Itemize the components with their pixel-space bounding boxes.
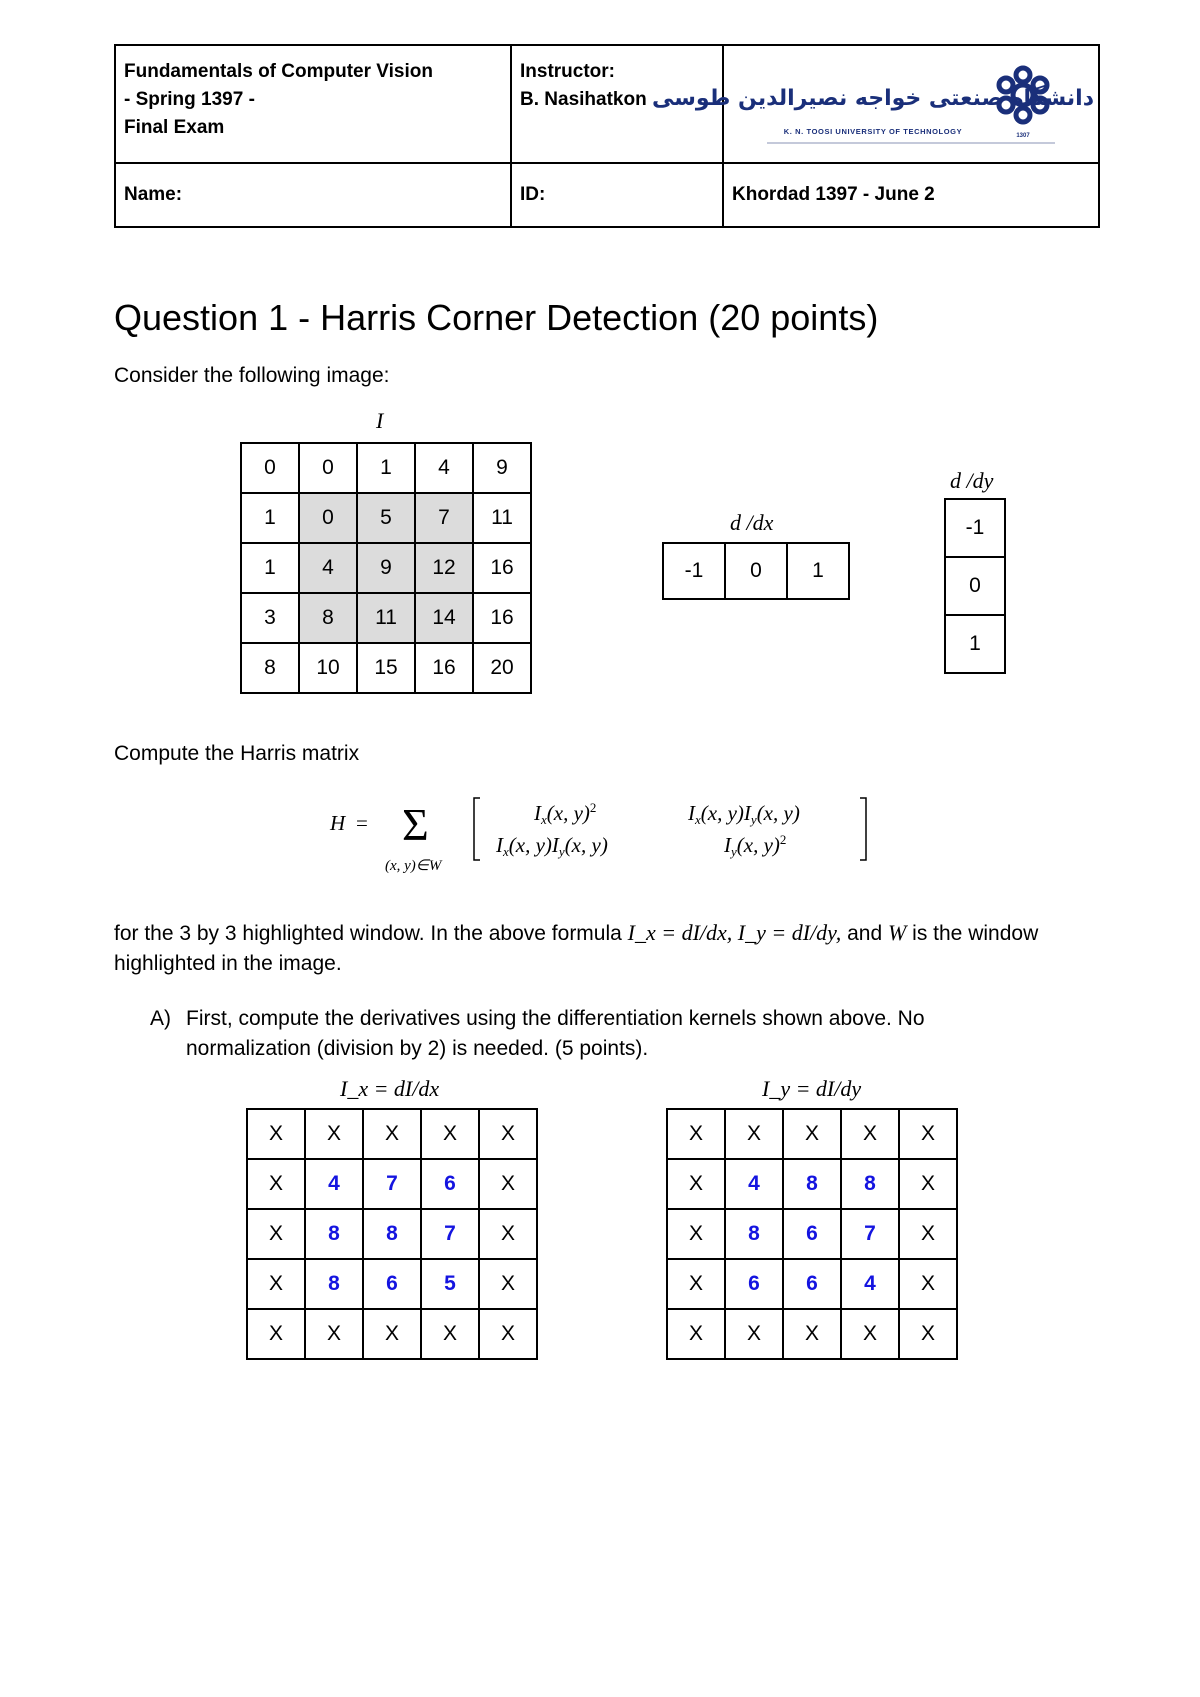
- matrix-cell: X: [783, 1109, 841, 1159]
- matrix-row: [241, 443, 531, 493]
- svg-text:Ix(x, y)Iy(x, y): Ix(x, y)Iy(x, y): [688, 801, 800, 827]
- matrix-cell: X: [479, 1109, 537, 1159]
- matrix-cell: 5: [421, 1259, 479, 1309]
- matrix-cell: 4: [305, 1159, 363, 1209]
- matrix-cell: X: [363, 1309, 421, 1359]
- matrix-cell: 11: [357, 593, 415, 643]
- matrix-cell: 1: [945, 615, 1005, 673]
- matrix-cell: 3: [241, 593, 299, 643]
- svg-text:1307: 1307: [1016, 132, 1030, 139]
- svg-text:H: H: [330, 811, 346, 835]
- instructor-label: Instructor:: [520, 61, 615, 82]
- matrix-row: [247, 1259, 537, 1309]
- matrix-cell: 9: [473, 443, 531, 493]
- matrix-cell: X: [363, 1109, 421, 1159]
- matrix-row: [945, 557, 1005, 615]
- matrix-row: [247, 1309, 537, 1359]
- matrix-cell: 8: [241, 643, 299, 693]
- matrix-cell: 6: [783, 1209, 841, 1259]
- matrix-row: [663, 543, 849, 599]
- matrix-row: [241, 543, 531, 593]
- para-text-2: and: [847, 922, 883, 945]
- matrix-cell: 8: [725, 1209, 783, 1259]
- part-a-label: A): [150, 1007, 171, 1030]
- matrix-cell: 4: [415, 443, 473, 493]
- part-a-text: First, compute the derivatives using the differentiation kernels shown above. No normalization (division by 2) is needed. (5 points).: [186, 1007, 925, 1060]
- ix-grid-label: I_x = dI/dx: [340, 1076, 440, 1101]
- question-title: Question 1 - Harris Corner Detection (20 points): [114, 297, 879, 338]
- dx-kernel-label: d /dx: [730, 510, 774, 535]
- id-label: ID:: [520, 184, 546, 205]
- para-text-1: for the 3 by 3 highlighted window. In the above formula: [114, 922, 622, 945]
- matrix-row: [247, 1109, 537, 1159]
- matrix-cell: 14: [415, 593, 473, 643]
- matrix-cell: 1: [241, 543, 299, 593]
- matrix-cell: X: [479, 1309, 537, 1359]
- matrix-row: [945, 499, 1005, 557]
- matrix-cell: X: [247, 1259, 305, 1309]
- matrix-row: [247, 1159, 537, 1209]
- matrix-cell: 7: [363, 1159, 421, 1209]
- matrix-cell: 12: [415, 543, 473, 593]
- matrix-cell: 7: [415, 493, 473, 543]
- matrix-cell: X: [305, 1309, 363, 1359]
- name-cell[interactable]: [115, 163, 511, 227]
- svg-text:Iy(x, y)2: Iy(x, y)$^2$: [724, 832, 787, 859]
- matrix-cell: X: [421, 1309, 479, 1359]
- dy-kernel: [944, 498, 1006, 674]
- matrix-cell: 1: [787, 543, 849, 599]
- matrix-row: [667, 1259, 957, 1309]
- matrix-cell: X: [841, 1309, 899, 1359]
- matrix-cell: X: [667, 1109, 725, 1159]
- matrix-cell: X: [725, 1309, 783, 1359]
- matrix-cell: 5: [357, 493, 415, 543]
- image-matrix: [240, 442, 532, 694]
- dy-kernel-label: d /dy: [950, 468, 994, 493]
- matrix-cell: X: [479, 1159, 537, 1209]
- logo-persian-text: دانشگاه صنعتی خواجه نصیرالدین طوسی: [651, 85, 1095, 111]
- svg-text:Ix(x, y)2: Ix(x, y)$^2$: [534, 800, 597, 827]
- matrix-cell: X: [667, 1309, 725, 1359]
- instructor-name: B. Nasihatkon: [520, 89, 647, 110]
- matrix-cell: 16: [473, 543, 531, 593]
- svg-text:=: =: [356, 811, 368, 835]
- ix-answer-grid: [246, 1108, 538, 1360]
- matrix-row: [241, 643, 531, 693]
- harris-formula: [320, 790, 880, 880]
- matrix-row: [241, 493, 531, 543]
- matrix-cell: X: [899, 1159, 957, 1209]
- matrix-row: [667, 1309, 957, 1359]
- matrix-cell: 6: [421, 1159, 479, 1209]
- matrix-row: [241, 593, 531, 643]
- matrix-cell: X: [667, 1159, 725, 1209]
- matrix-cell: 0: [299, 443, 357, 493]
- matrix-row: [667, 1209, 957, 1259]
- matrix-cell: 1: [241, 493, 299, 543]
- matrix-cell: 20: [473, 643, 531, 693]
- matrix-cell: -1: [663, 543, 725, 599]
- matrix-row: [667, 1109, 957, 1159]
- matrix-cell: X: [899, 1209, 957, 1259]
- matrix-cell: X: [421, 1109, 479, 1159]
- matrix-cell: 8: [299, 593, 357, 643]
- iy-grid-label: I_y = dI/dy: [762, 1076, 862, 1101]
- para-derivative-defs: I_x = dI/dx, I_y = dI/dy,: [627, 920, 842, 945]
- matrix-cell: 4: [299, 543, 357, 593]
- matrix-row: [667, 1159, 957, 1209]
- matrix-cell: 4: [725, 1159, 783, 1209]
- matrix-row: [247, 1209, 537, 1259]
- course-cell: [115, 45, 511, 163]
- logo-english-text: K. N. TOOSI UNIVERSITY OF TECHNOLOGY: [783, 126, 963, 136]
- para-text-3: is the: [912, 922, 963, 945]
- matrix-cell: X: [667, 1209, 725, 1259]
- name-label: Name:: [124, 184, 183, 205]
- matrix-cell: 6: [725, 1259, 783, 1309]
- harris-intro: Compute the Harris matrix: [114, 742, 360, 765]
- matrix-cell: X: [247, 1109, 305, 1159]
- matrix-cell: X: [667, 1259, 725, 1309]
- question-intro: Consider the following image:: [114, 364, 390, 387]
- para-text-4: window highlighted in the image.: [114, 922, 1039, 975]
- matrix-cell: 0: [299, 493, 357, 543]
- matrix-cell: 1: [357, 443, 415, 493]
- matrix-cell: X: [247, 1209, 305, 1259]
- matrix-cell: X: [783, 1309, 841, 1359]
- para-window-symbol: W: [887, 920, 907, 945]
- matrix-cell: 8: [363, 1209, 421, 1259]
- matrix-cell: 10: [299, 643, 357, 693]
- course-term: - Spring 1397 -: [124, 89, 255, 110]
- matrix-cell: 9: [357, 543, 415, 593]
- svg-text:Σ: Σ: [402, 799, 429, 850]
- matrix-cell: -1: [945, 499, 1005, 557]
- matrix-cell: X: [725, 1109, 783, 1159]
- dx-kernel: [662, 542, 850, 600]
- matrix-cell: 16: [473, 593, 531, 643]
- matrix-cell: X: [247, 1159, 305, 1209]
- image-label: I: [376, 408, 384, 433]
- university-logo-cell: [651, 45, 1099, 163]
- matrix-cell: X: [899, 1109, 957, 1159]
- part-a: [150, 1004, 1060, 1064]
- exam-header-table: [114, 44, 1100, 228]
- matrix-cell: X: [479, 1259, 537, 1309]
- matrix-cell: X: [247, 1309, 305, 1359]
- matrix-cell: X: [479, 1209, 537, 1259]
- matrix-cell: 11: [473, 493, 531, 543]
- matrix-cell: 6: [363, 1259, 421, 1309]
- matrix-cell: 16: [415, 643, 473, 693]
- svg-text:(x, y)∈W: (x, y)∈W: [385, 858, 442, 874]
- iy-answer-grid: [666, 1108, 958, 1360]
- explanation-paragraph: [114, 918, 1094, 979]
- matrix-cell: X: [899, 1259, 957, 1309]
- matrix-cell: X: [305, 1109, 363, 1159]
- matrix-cell: X: [841, 1109, 899, 1159]
- matrix-cell: 6: [783, 1259, 841, 1309]
- matrix-cell: 8: [305, 1209, 363, 1259]
- matrix-cell: X: [899, 1309, 957, 1359]
- svg-text:Ix(x, y)Iy(x, y): Ix(x, y)Iy(x, y): [496, 833, 608, 859]
- matrix-cell: 0: [241, 443, 299, 493]
- matrix-cell: 15: [357, 643, 415, 693]
- exam-date: Khordad 1397 - June 2: [732, 184, 935, 205]
- matrix-cell: 0: [945, 557, 1005, 615]
- exam-type: Final Exam: [124, 117, 225, 138]
- matrix-cell: 8: [305, 1259, 363, 1309]
- matrix-cell: 7: [841, 1209, 899, 1259]
- matrix-row: [945, 615, 1005, 673]
- id-cell[interactable]: [511, 163, 723, 227]
- university-logo: [651, 55, 1095, 145]
- matrix-cell: 7: [421, 1209, 479, 1259]
- course-title: Fundamentals of Computer Vision: [124, 61, 433, 82]
- matrix-cell: 0: [725, 543, 787, 599]
- date-cell: [723, 163, 1099, 227]
- matrix-cell: 8: [841, 1159, 899, 1209]
- matrix-cell: 4: [841, 1259, 899, 1309]
- matrix-cell: 8: [783, 1159, 841, 1209]
